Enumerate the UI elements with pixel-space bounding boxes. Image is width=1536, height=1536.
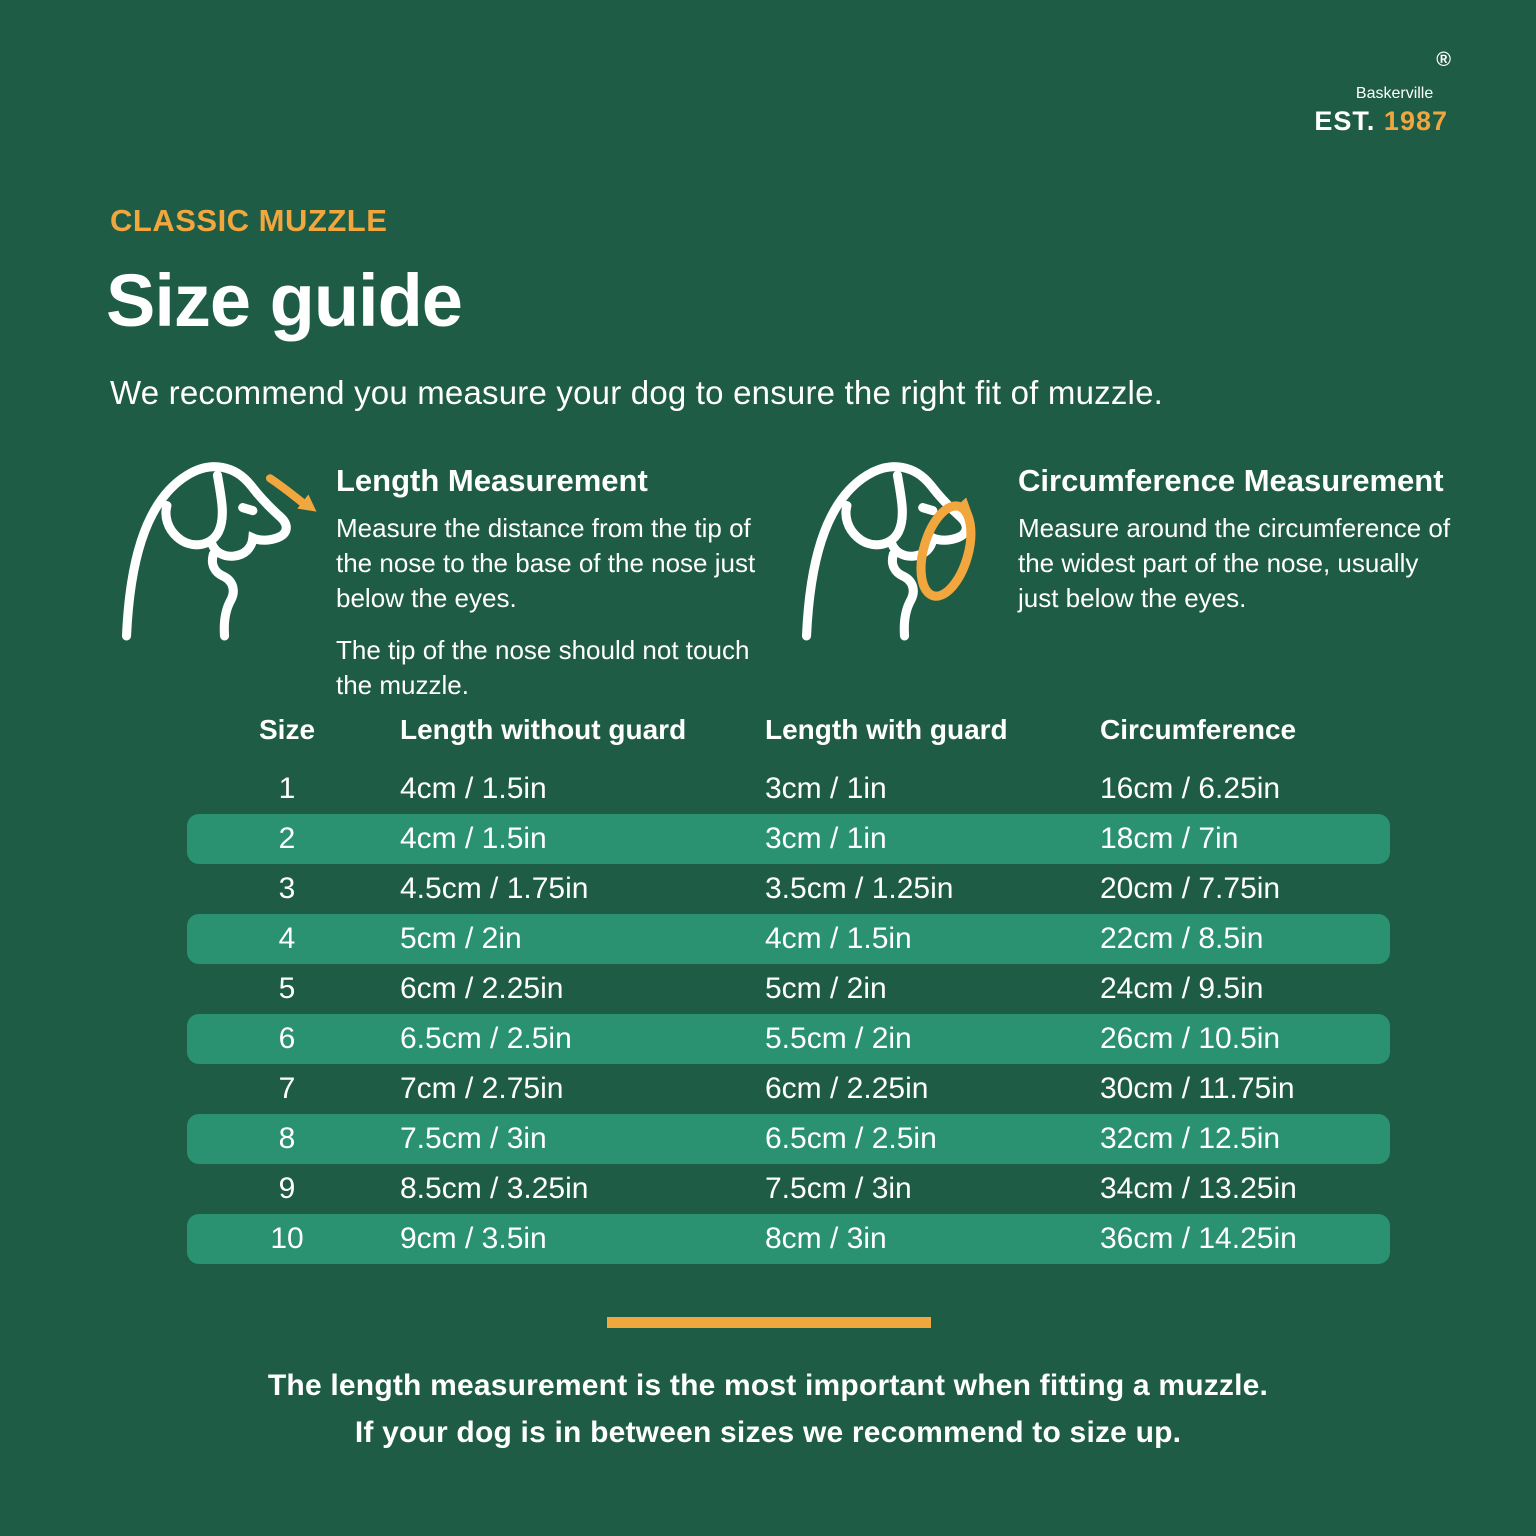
footer-line-2: If your dog is in between sizes we recommend to size up. xyxy=(354,1416,1182,1449)
size-table-body xyxy=(187,764,1390,1264)
cell-circumference: 30cm / 11.75in xyxy=(1100,1072,1295,1105)
footer-line-1: The length measurement is the most important when fitting a muzzle. xyxy=(267,1369,1269,1402)
cell-length-without-guard: 4cm / 1.5in xyxy=(400,772,547,805)
cell-length-with-guard: 6cm / 2.25in xyxy=(765,1072,929,1105)
product-eyebrow: CLASSIC MUZZLE xyxy=(110,203,388,238)
page-subtitle: We recommend you measure your dog to ensure the right fit of muzzle. xyxy=(110,374,1163,411)
established-line xyxy=(1314,108,1448,135)
cell-length-with-guard: 7.5cm / 3in xyxy=(765,1172,912,1205)
table-row xyxy=(187,1014,1390,1064)
table-row xyxy=(187,1114,1390,1164)
cell-size: 5 xyxy=(278,972,296,1005)
circumference-loop-icon xyxy=(912,497,980,601)
cell-length-with-guard: 3cm / 1in xyxy=(765,772,887,805)
cell-circumference: 32cm / 12.5in xyxy=(1100,1122,1281,1155)
cell-circumference: 36cm / 14.25in xyxy=(1100,1222,1297,1255)
registered-mark-icon: ® xyxy=(1436,49,1451,71)
brand-name: Baskerville xyxy=(1355,85,1434,102)
cell-length-without-guard: 6cm / 2.25in xyxy=(400,972,564,1005)
table-row xyxy=(187,964,1390,1014)
table-row xyxy=(187,914,1390,964)
length-measurement-paragraph-1: Measure the distance from the tip of the nose to the base of the nose just below the eyes. xyxy=(336,513,756,614)
cell-circumference: 24cm / 9.5in xyxy=(1100,972,1264,1005)
dog-jowl-line xyxy=(892,554,913,636)
cell-length-with-guard: 3.5cm / 1.25in xyxy=(765,872,954,905)
cell-length-without-guard: 7cm / 2.75in xyxy=(400,1072,564,1105)
col-header-length-without-guard: Length without guard xyxy=(400,714,687,745)
cell-length-with-guard: 5.5cm / 2in xyxy=(765,1022,912,1055)
col-header-circumference: Circumference xyxy=(1100,714,1297,745)
cell-circumference: 26cm / 10.5in xyxy=(1100,1022,1281,1055)
circumference-measurement-title: Circumference Measurement xyxy=(1018,463,1444,498)
length-arrow-icon xyxy=(270,478,316,511)
dog-eye-dash xyxy=(923,508,933,511)
table-row xyxy=(187,1214,1390,1264)
cell-size: 6 xyxy=(278,1022,296,1055)
cell-size: 9 xyxy=(278,1172,296,1205)
cell-size: 10 xyxy=(270,1222,304,1255)
cell-size: 8 xyxy=(278,1122,296,1155)
cell-size: 7 xyxy=(278,1072,296,1105)
dog-head-outline xyxy=(807,467,967,636)
cell-size: 2 xyxy=(278,822,296,855)
cell-size: 3 xyxy=(278,872,296,905)
cell-length-without-guard: 4cm / 1.5in xyxy=(400,822,547,855)
footer-divider xyxy=(607,1317,931,1328)
length-measurement-paragraph-2: The tip of the nose should not touch the muzzle. xyxy=(336,635,750,701)
cell-length-without-guard: 6.5cm / 2.5in xyxy=(400,1022,572,1055)
size-table-header xyxy=(187,698,1390,762)
col-header-length-with-guard: Length with guard xyxy=(765,714,1008,745)
cell-circumference: 22cm / 8.5in xyxy=(1100,922,1264,955)
length-measurement-section xyxy=(336,462,774,720)
cell-circumference: 20cm / 7.75in xyxy=(1100,872,1281,905)
dog-head-length-icon xyxy=(112,450,330,642)
dog-head-outline xyxy=(127,467,287,636)
est-year: 1987 xyxy=(1383,106,1448,136)
cell-size: 4 xyxy=(278,922,296,955)
cell-length-without-guard: 9cm / 3.5in xyxy=(400,1222,547,1255)
cell-circumference: 16cm / 6.25in xyxy=(1100,772,1281,805)
cell-length-with-guard: 4cm / 1.5in xyxy=(765,922,912,955)
cell-length-with-guard: 3cm / 1in xyxy=(765,822,887,855)
length-measurement-title: Length Measurement xyxy=(336,463,648,498)
cell-length-without-guard: 8.5cm / 3.25in xyxy=(400,1172,589,1205)
dog-eye-dash xyxy=(243,508,253,511)
col-header-size: Size xyxy=(258,714,316,745)
cell-length-without-guard: 7.5cm / 3in xyxy=(400,1122,547,1155)
table-row xyxy=(187,1064,1390,1114)
cell-length-with-guard: 8cm / 3in xyxy=(765,1222,887,1255)
brand-logo xyxy=(1314,49,1451,136)
cell-length-without-guard: 5cm / 2in xyxy=(400,922,522,955)
circumference-measurement-section xyxy=(1018,462,1456,633)
footer-note xyxy=(0,1362,1536,1456)
dog-jowl-line xyxy=(212,554,233,636)
cell-size: 1 xyxy=(278,772,296,805)
circumference-measurement-paragraph-1: Measure around the circumference of the widest part of the nose, usually just below the eyes. xyxy=(1018,513,1451,614)
cell-length-with-guard: 6.5cm / 2.5in xyxy=(765,1122,937,1155)
brand-name-line xyxy=(1314,49,1451,102)
est-label: EST. xyxy=(1314,106,1376,136)
table-row xyxy=(187,814,1390,864)
dog-head-circumference-icon xyxy=(792,450,1010,642)
table-row xyxy=(187,864,1390,914)
cell-length-without-guard: 4.5cm / 1.75in xyxy=(400,872,589,905)
size-table xyxy=(187,698,1390,1264)
cell-circumference: 34cm / 13.25in xyxy=(1100,1172,1297,1205)
cell-length-with-guard: 5cm / 2in xyxy=(765,972,887,1005)
table-row xyxy=(187,1164,1390,1214)
cell-circumference: 18cm / 7in xyxy=(1100,822,1239,855)
page-title: Size guide xyxy=(106,259,462,342)
table-row xyxy=(187,764,1390,814)
